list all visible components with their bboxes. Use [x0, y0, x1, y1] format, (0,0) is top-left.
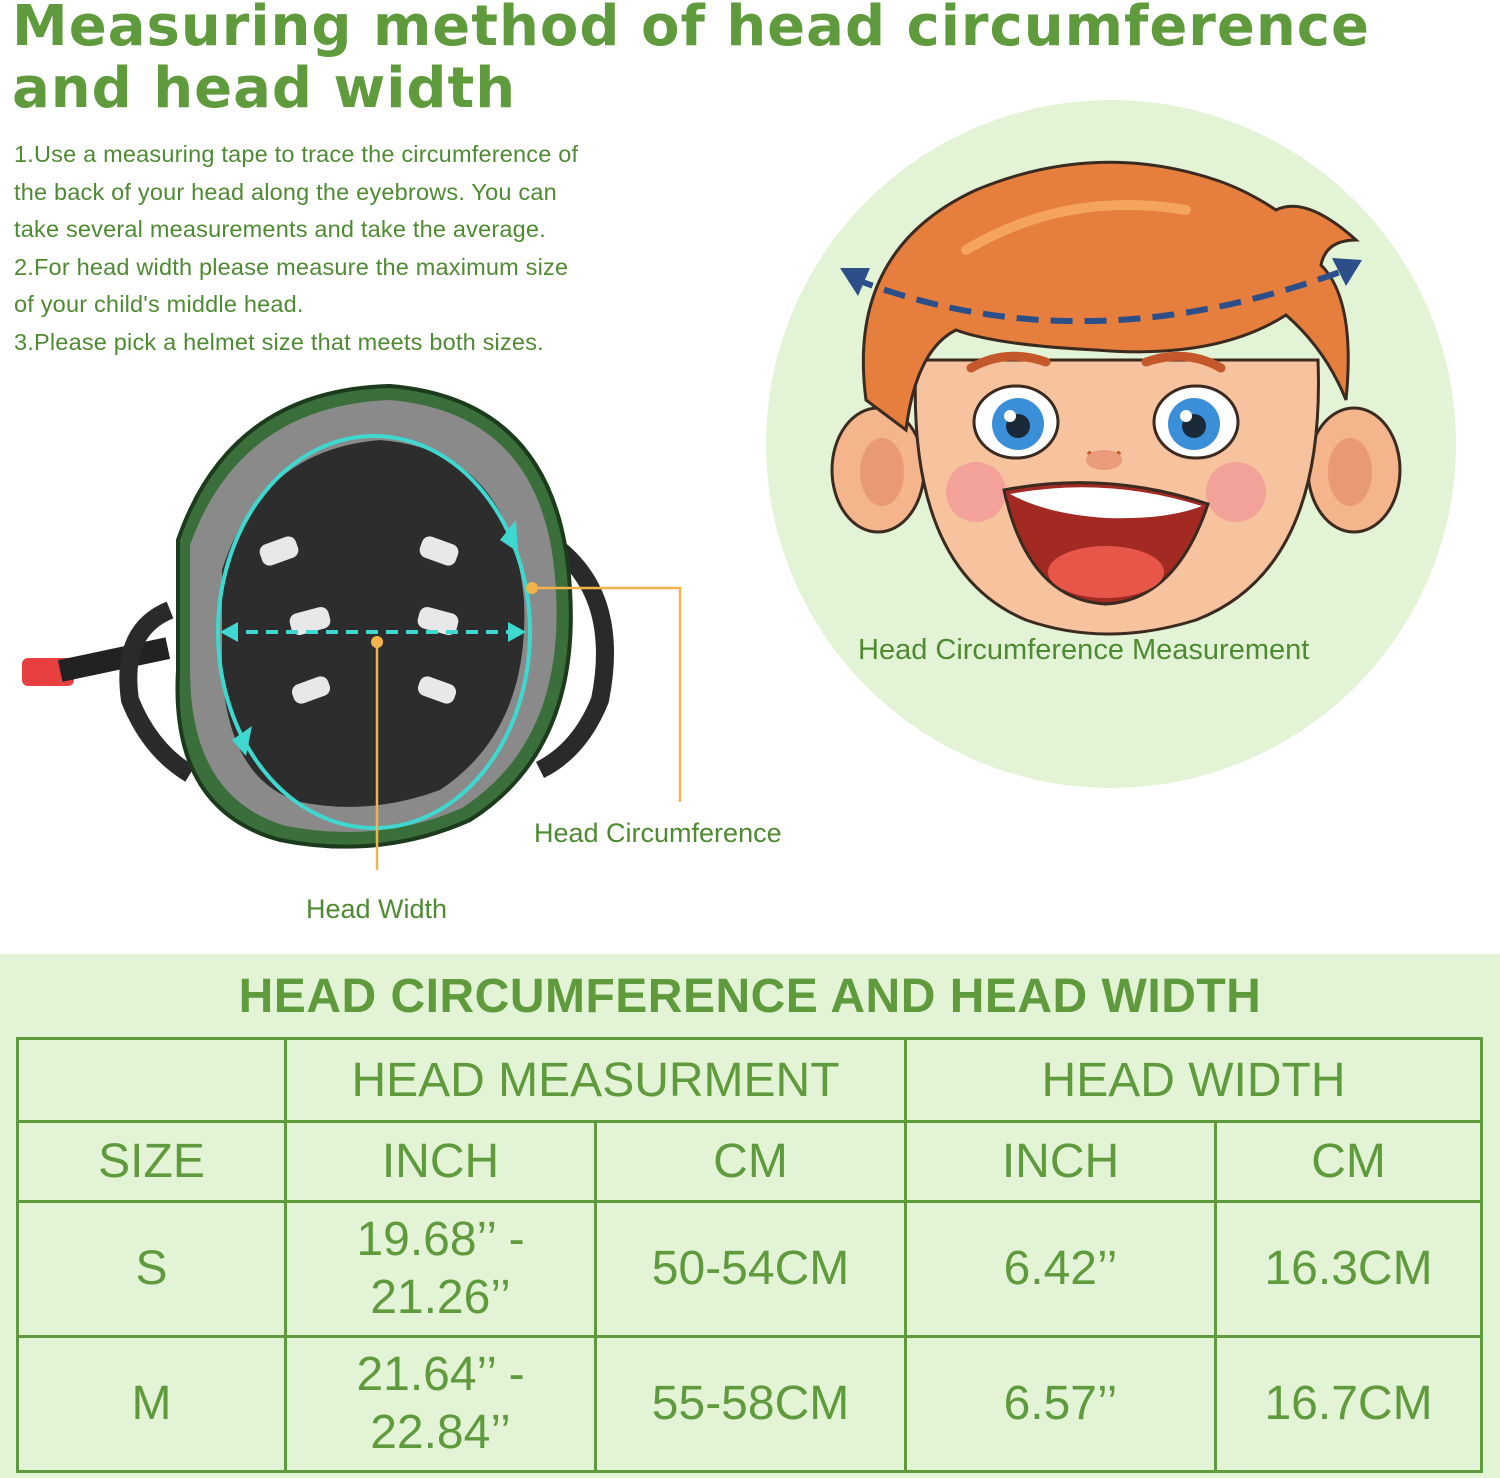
head-circumference-label: Head Circumference: [534, 818, 782, 848]
instructions: [14, 136, 664, 361]
size-cell: S: [18, 1202, 286, 1337]
column-header-measure-inch: INCH: [286, 1122, 596, 1202]
width-cm-cell: 16.7CM: [1216, 1337, 1482, 1472]
width-inch-cell: 6.57’’: [906, 1337, 1216, 1472]
measure-cm-cell: 55-58CM: [596, 1337, 906, 1472]
table-row: [18, 1202, 1482, 1337]
measure-cm-cell: 50-54CM: [596, 1202, 906, 1337]
instruction-line: the back of your head along the eyebrows. You can: [14, 178, 557, 205]
group-header-width: HEAD WIDTH: [906, 1039, 1482, 1122]
column-header-width-cm: CM: [1216, 1122, 1482, 1202]
instruction-line: take several measurements and take the average.: [14, 216, 546, 242]
instruction-line: 1.Use a measuring tape to trace the circumference of: [14, 141, 579, 167]
empty-header-cell: [18, 1039, 286, 1122]
measure-inch-line: 21.26’’: [370, 1271, 511, 1324]
page-title: Measuring method of head circumference and head width: [12, 0, 1370, 121]
width-cm-cell: 16.3CM: [1216, 1202, 1482, 1337]
measure-inch-line: 22.84’’: [370, 1406, 511, 1459]
measure-inch-cell: [286, 1202, 596, 1337]
measure-inch-line: 19.68’’ -: [356, 1213, 525, 1266]
width-inch-cell: 6.42’’: [906, 1202, 1216, 1337]
size-table: [16, 1037, 1483, 1473]
instruction-line: 3.Please pick a helmet size that meets both sizes.: [14, 328, 544, 355]
column-header-width-inch: INCH: [906, 1122, 1216, 1202]
helmet-illustration: [0, 370, 700, 870]
column-header-measure-cm: CM: [596, 1122, 906, 1202]
kid-head-illustration: [766, 100, 1456, 788]
column-header-size: SIZE: [18, 1122, 286, 1202]
instruction-line: of your child's middle head.: [14, 291, 304, 317]
group-header-measurement: HEAD MEASURMENT: [286, 1039, 906, 1122]
instruction-line: 2.For head width please measure the maximum size: [14, 253, 569, 280]
size-table-title: HEAD CIRCUMFERENCE AND HEAD WIDTH: [238, 970, 1262, 1023]
measure-inch-line: 21.64’’ -: [356, 1348, 525, 1401]
head-width-label: Head Width: [306, 894, 448, 924]
measure-inch-cell: [286, 1337, 596, 1472]
table-row: [18, 1337, 1482, 1472]
size-cell: M: [18, 1337, 286, 1472]
kid-caption: Head Circumference Measurement: [858, 634, 1310, 666]
